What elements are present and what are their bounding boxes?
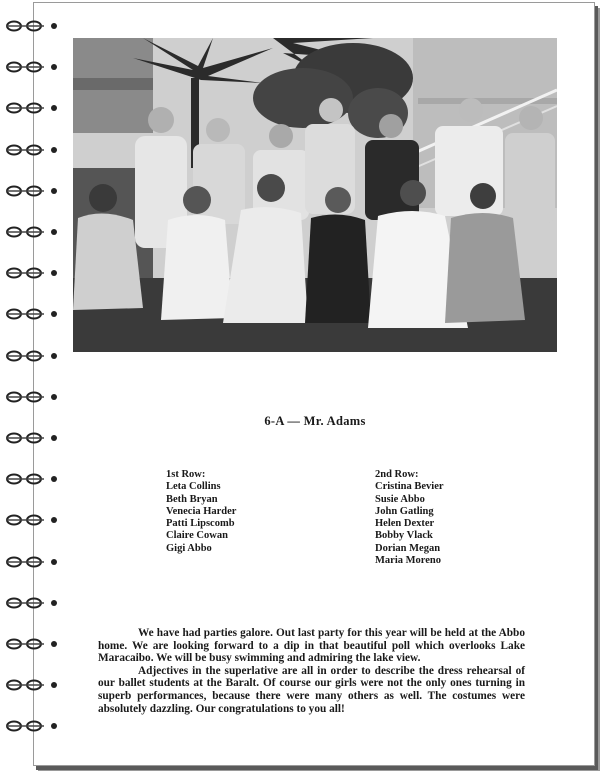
first-row-name: Venecia Harder xyxy=(166,505,237,517)
binding-ring-icon xyxy=(4,719,60,733)
second-row-name: Maria Moreno xyxy=(375,555,441,567)
first-row-name: Claire Cowan xyxy=(166,530,228,542)
binding-ring-icon xyxy=(4,596,60,610)
paragraph: We have had parties galore. Out last party for this year will be held at the Abbo home. We are looking forward to a dip in that beautiful poll which overlooks Lake Maracaibo. We will be busy swimming and admiring the lake view. xyxy=(98,627,525,665)
spiral-binding xyxy=(0,0,60,771)
first-row-name: Gigi Abbo xyxy=(166,542,212,554)
binding-ring-icon xyxy=(4,19,60,33)
class-photo xyxy=(73,38,557,352)
second-row-roster xyxy=(375,469,444,567)
binding-ring-icon xyxy=(4,637,60,651)
second-row-heading: 2nd Row: xyxy=(375,469,419,480)
binding-ring-icon xyxy=(4,472,60,486)
first-row-name: Patti Lipscomb xyxy=(166,518,235,530)
binding-ring-icon xyxy=(4,349,60,363)
second-row-name: Susie Abbo xyxy=(375,493,425,505)
second-row-name: Helen Dexter xyxy=(375,518,435,530)
binding-ring-icon xyxy=(4,555,60,569)
binding-ring-icon xyxy=(4,143,60,157)
second-row-name: John Gatling xyxy=(375,505,434,517)
paragraph: Adjectives in the superlative are all in order to describe the dress rehearsal of our ballet students at the Baralt. Of course our girls were not the only ones turning in superb performances, because there were many others as well. The costumes were absolutely dazzling. Our congratulations to you all! xyxy=(98,664,525,715)
binding-ring-icon xyxy=(4,513,60,527)
binding-ring-icon xyxy=(4,101,60,115)
class-caption: 6-A — Mr. Adams xyxy=(264,414,366,428)
first-row-name: Beth Bryan xyxy=(166,493,218,505)
second-row-name: Bobby Vlack xyxy=(375,530,433,542)
second-row-name: Cristina Bevier xyxy=(375,481,444,493)
binding-ring-icon xyxy=(4,184,60,198)
binding-ring-icon xyxy=(4,390,60,404)
binding-ring-icon xyxy=(4,678,60,692)
binding-ring-icon xyxy=(4,60,60,74)
class-news-text xyxy=(98,627,525,715)
first-row-name: Leta Collins xyxy=(166,481,221,493)
binding-ring-icon xyxy=(4,431,60,445)
binding-ring-icon xyxy=(4,307,60,321)
first-row-heading: 1st Row: xyxy=(166,469,206,480)
binding-ring-icon xyxy=(4,225,60,239)
binding-ring-icon xyxy=(4,266,60,280)
first-row-roster xyxy=(166,469,236,555)
second-row-name: Dorian Megan xyxy=(375,542,441,554)
